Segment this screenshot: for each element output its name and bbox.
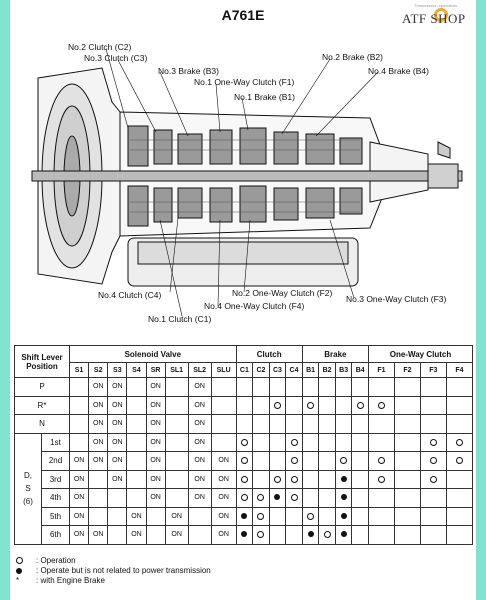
cell-f4 [446, 452, 472, 471]
column-header-s2: S2 [89, 363, 108, 378]
cell-f4 [446, 507, 472, 526]
position-cell: N [15, 415, 70, 434]
column-header-b3: B3 [335, 363, 352, 378]
label-no3-one-way-clutch: No.3 One-Way Clutch (F3) [346, 294, 447, 304]
cell-c2 [253, 415, 270, 434]
cell-b4 [352, 507, 369, 526]
cell-s4 [127, 489, 146, 508]
gear-cell: 1st [42, 433, 70, 452]
cell-sl2: ON [188, 452, 211, 471]
cell-b3 [335, 507, 352, 526]
cell-b1 [302, 489, 319, 508]
cell-s2: ON [89, 433, 108, 452]
cell-sl1 [165, 452, 188, 471]
group-solenoid-valve: Solenoid Valve [70, 346, 237, 363]
cell-f4 [446, 378, 472, 397]
cell-c1 [236, 526, 253, 545]
column-header-row [15, 363, 473, 378]
column-header-f3: F3 [420, 363, 446, 378]
cell-s4 [127, 452, 146, 471]
cell-sl1 [165, 470, 188, 489]
cell-f1 [368, 489, 394, 508]
cell-b2 [319, 415, 336, 434]
operation-ring-icon [274, 476, 281, 483]
logo-tagline: Transmission specialists [414, 3, 458, 8]
cell-slu: ON [211, 507, 236, 526]
cell-b3 [335, 433, 352, 452]
cell-b2 [319, 507, 336, 526]
cell-f2 [394, 433, 420, 452]
cell-slu: ON [211, 452, 236, 471]
cell-sr [146, 507, 165, 526]
cell-b4 [352, 415, 369, 434]
cell-b3 [335, 378, 352, 397]
cell-f3 [420, 507, 446, 526]
cell-slu [211, 378, 236, 397]
cell-c1 [236, 433, 253, 452]
cell-b1 [302, 378, 319, 397]
cell-slu: ON [211, 470, 236, 489]
column-header-b4: B4 [352, 363, 369, 378]
cell-f3 [420, 415, 446, 434]
cell-s1 [70, 415, 89, 434]
cell-sr: ON [146, 415, 165, 434]
cell-s1 [70, 433, 89, 452]
cell-b1 [302, 396, 319, 415]
operation-ring-icon [241, 457, 248, 464]
group-clutch: Clutch [236, 346, 302, 363]
table-corner-header: Shift Lever Position [15, 346, 70, 378]
cell-c3 [269, 396, 286, 415]
cell-f2 [394, 507, 420, 526]
cell-c3 [269, 526, 286, 545]
operation-ring-icon [291, 457, 298, 464]
cell-sl1 [165, 415, 188, 434]
cell-b2 [319, 470, 336, 489]
cell-s4: ON [127, 526, 146, 545]
cell-s3 [108, 526, 127, 545]
table-row [15, 415, 473, 434]
table-row [15, 526, 473, 545]
column-header-c3: C3 [269, 363, 286, 378]
cell-f4 [446, 396, 472, 415]
table-row [15, 396, 473, 415]
cell-f1 [368, 452, 394, 471]
cell-s1: ON [70, 507, 89, 526]
cell-f4 [446, 489, 472, 508]
cell-c4 [286, 507, 303, 526]
cell-b4 [352, 378, 369, 397]
cell-f1 [368, 415, 394, 434]
cell-f3 [420, 526, 446, 545]
cell-c3 [269, 415, 286, 434]
cell-s3: ON [108, 452, 127, 471]
position-cell: P [15, 378, 70, 397]
cell-s3: ON [108, 415, 127, 434]
cell-slu [211, 396, 236, 415]
cell-f1 [368, 433, 394, 452]
cell-f3 [420, 396, 446, 415]
page [10, 0, 476, 600]
cell-s2: ON [89, 415, 108, 434]
cell-b4 [352, 470, 369, 489]
cell-c2 [253, 470, 270, 489]
gear-cell: 4th [42, 489, 70, 508]
diagram-title: A761E [221, 7, 265, 23]
column-header-c4: C4 [286, 363, 303, 378]
cell-c3 [269, 507, 286, 526]
cell-slu [211, 415, 236, 434]
cell-b1 [302, 415, 319, 434]
cell-b3 [335, 489, 352, 508]
cell-s4 [127, 433, 146, 452]
cell-s2: ON [89, 452, 108, 471]
label-no2-one-way-clutch: No.2 One-Way Clutch (F2) [232, 288, 333, 298]
cell-b1 [302, 470, 319, 489]
column-header-c2: C2 [253, 363, 270, 378]
cell-c2 [253, 378, 270, 397]
cell-s3: ON [108, 396, 127, 415]
cell-sl2 [188, 507, 211, 526]
operation-ring-icon [291, 476, 298, 483]
cell-sl1: ON [165, 507, 188, 526]
cell-c4 [286, 470, 303, 489]
operation-ring-icon [430, 439, 437, 446]
cell-c1 [236, 415, 253, 434]
operation-dot-icon [241, 531, 247, 537]
cell-slu: ON [211, 489, 236, 508]
label-no1-one-way-clutch: No.1 One-Way Clutch (F1) [194, 77, 295, 87]
cell-sl2: ON [188, 470, 211, 489]
cell-c3 [269, 470, 286, 489]
cell-f1 [368, 470, 394, 489]
operation-ring-icon [378, 457, 385, 464]
cell-sr: ON [146, 378, 165, 397]
column-header-f2: F2 [394, 363, 420, 378]
label-no4-one-way-clutch: No.4 One-Way Clutch (F4) [204, 301, 305, 311]
column-header-f1: F1 [368, 363, 394, 378]
operation-ring-icon [307, 513, 314, 520]
operation-ring-icon [241, 476, 248, 483]
cell-b4 [352, 396, 369, 415]
cell-c2 [253, 489, 270, 508]
cell-b4 [352, 526, 369, 545]
cell-b1 [302, 526, 319, 545]
cell-slu: ON [211, 526, 236, 545]
cell-b1 [302, 433, 319, 452]
cell-b2 [319, 489, 336, 508]
cell-b3 [335, 415, 352, 434]
operation-ring-icon [357, 402, 364, 409]
cell-c1 [236, 396, 253, 415]
cell-s1: ON [70, 452, 89, 471]
cell-s3: ON [108, 433, 127, 452]
shift-operation-table [14, 345, 473, 545]
cell-f1 [368, 526, 394, 545]
cell-s4: ON [127, 507, 146, 526]
cell-f3 [420, 489, 446, 508]
cell-f2 [394, 470, 420, 489]
cell-b4 [352, 433, 369, 452]
cell-c2 [253, 526, 270, 545]
column-header-s1: S1 [70, 363, 89, 378]
cell-s2: ON [89, 396, 108, 415]
cell-slu [211, 433, 236, 452]
cell-c2 [253, 396, 270, 415]
gear-cell: 2nd [42, 452, 70, 471]
cell-sl2: ON [188, 415, 211, 434]
cell-b2 [319, 452, 336, 471]
operation-dot-icon [308, 531, 314, 537]
operation-ring-icon [241, 494, 248, 501]
cell-c1 [236, 489, 253, 508]
asterisk-icon: * [16, 576, 20, 585]
ring-icon [16, 557, 23, 564]
cell-c4 [286, 526, 303, 545]
operation-ring-icon [378, 402, 385, 409]
cell-s2 [89, 470, 108, 489]
cell-s2: ON [89, 378, 108, 397]
legend-item-engine-brake: * : with Engine Brake [16, 576, 105, 585]
cell-f1 [368, 396, 394, 415]
cell-b4 [352, 452, 369, 471]
operation-ring-icon [274, 402, 281, 409]
cell-f1 [368, 507, 394, 526]
cell-sl1: ON [165, 526, 188, 545]
cell-f2 [394, 526, 420, 545]
cell-c4 [286, 452, 303, 471]
cell-c4 [286, 489, 303, 508]
label-no1-brake: No.1 Brake (B1) [234, 92, 295, 102]
cell-f3 [420, 452, 446, 471]
cell-s4 [127, 378, 146, 397]
position-cell: R* [15, 396, 70, 415]
cell-sl1 [165, 396, 188, 415]
cell-b2 [319, 396, 336, 415]
cell-s4 [127, 415, 146, 434]
cell-b2 [319, 378, 336, 397]
operation-dot-icon [274, 494, 280, 500]
table-row [15, 507, 473, 526]
cell-b3 [335, 526, 352, 545]
cell-c1 [236, 507, 253, 526]
operation-ring-icon [291, 494, 298, 501]
column-header-slu: SLU [211, 363, 236, 378]
column-header-b1: B1 [302, 363, 319, 378]
cell-sl2: ON [188, 396, 211, 415]
cell-f4 [446, 433, 472, 452]
operation-ring-icon [456, 457, 463, 464]
cell-c4 [286, 433, 303, 452]
operation-dot-icon [341, 513, 347, 519]
column-header-b2: B2 [319, 363, 336, 378]
cell-c4 [286, 396, 303, 415]
main-shaft [32, 171, 462, 181]
cell-sl2: ON [188, 433, 211, 452]
cell-f2 [394, 452, 420, 471]
cell-s3 [108, 489, 127, 508]
table-row [15, 433, 473, 452]
group-one-way-clutch: One-Way Clutch [368, 346, 472, 363]
column-header-s4: S4 [127, 363, 146, 378]
legend [16, 556, 211, 586]
operation-ring-icon [291, 439, 298, 446]
cell-b4 [352, 489, 369, 508]
cell-c1 [236, 378, 253, 397]
column-header-sr: SR [146, 363, 165, 378]
table-row [15, 470, 473, 489]
column-header-f4: F4 [446, 363, 472, 378]
cell-f3 [420, 470, 446, 489]
cell-c1 [236, 452, 253, 471]
cell-f3 [420, 378, 446, 397]
cell-f1 [368, 378, 394, 397]
cell-sl1 [165, 378, 188, 397]
cell-sl2: ON [188, 489, 211, 508]
cell-c3 [269, 433, 286, 452]
cell-c1 [236, 470, 253, 489]
cell-s1: ON [70, 489, 89, 508]
cell-sl1 [165, 489, 188, 508]
operation-dot-icon [241, 513, 247, 519]
cell-sl2 [188, 526, 211, 545]
cell-b3 [335, 396, 352, 415]
label-no4-brake: No.4 Brake (B4) [368, 66, 429, 76]
cell-f2 [394, 378, 420, 397]
cell-f4 [446, 415, 472, 434]
cell-s2 [89, 507, 108, 526]
label-no1-clutch: No.1 Clutch (C1) [148, 314, 212, 324]
cell-f4 [446, 470, 472, 489]
cell-f3 [420, 433, 446, 452]
cell-c4 [286, 378, 303, 397]
legend-item-operation: : Operation [16, 556, 211, 566]
cell-s1 [70, 378, 89, 397]
cell-sr: ON [146, 489, 165, 508]
operation-ring-icon [257, 494, 264, 501]
cell-sr [146, 526, 165, 545]
operation-dot-icon [341, 494, 347, 500]
operation-ring-icon [257, 531, 264, 538]
dot-icon [16, 568, 22, 574]
cell-sr: ON [146, 433, 165, 452]
cell-b3 [335, 452, 352, 471]
cell-sl2: ON [188, 378, 211, 397]
cell-s2 [89, 489, 108, 508]
operation-ring-icon [340, 457, 347, 464]
cell-s3 [108, 507, 127, 526]
cell-b1 [302, 507, 319, 526]
cell-b1 [302, 452, 319, 471]
operation-ring-icon [456, 439, 463, 446]
gear-cell: 3rd [42, 470, 70, 489]
cell-s1 [70, 396, 89, 415]
label-no2-clutch: No.2 Clutch (C2) [68, 42, 132, 52]
label-no2-brake: No.2 Brake (B2) [322, 52, 383, 62]
gear-cell: 5th [42, 507, 70, 526]
cell-s1: ON [70, 526, 89, 545]
label-no3-clutch: No.3 Clutch (C3) [84, 53, 148, 63]
cell-sr: ON [146, 396, 165, 415]
label-no4-clutch: No.4 Clutch (C4) [98, 290, 162, 300]
cell-s4 [127, 396, 146, 415]
drive-range-label: D, S (6) [15, 433, 42, 544]
cell-b3 [335, 470, 352, 489]
cell-f2 [394, 415, 420, 434]
cell-c3 [269, 452, 286, 471]
cell-sl1 [165, 433, 188, 452]
cell-sr: ON [146, 470, 165, 489]
column-header-sl2: SL2 [188, 363, 211, 378]
operation-ring-icon [324, 531, 331, 538]
cell-c2 [253, 452, 270, 471]
cell-c2 [253, 507, 270, 526]
label-no3-brake: No.3 Brake (B3) [158, 66, 219, 76]
cell-s3: ON [108, 378, 127, 397]
gear-cell: 6th [42, 526, 70, 545]
cell-b2 [319, 433, 336, 452]
cell-sr: ON [146, 452, 165, 471]
logo-text: ATF SHOP [402, 11, 466, 26]
cell-f4 [446, 526, 472, 545]
cell-f2 [394, 396, 420, 415]
cell-s1: ON [70, 470, 89, 489]
table-row [15, 378, 473, 397]
group-brake: Brake [302, 346, 368, 363]
cell-c4 [286, 415, 303, 434]
operation-ring-icon [257, 513, 264, 520]
cell-c3 [269, 378, 286, 397]
column-header-sl1: SL1 [165, 363, 188, 378]
operation-dot-icon [341, 476, 347, 482]
cell-f2 [394, 489, 420, 508]
operation-ring-icon [307, 402, 314, 409]
cell-c2 [253, 433, 270, 452]
cell-s2: ON [89, 526, 108, 545]
cell-s4 [127, 470, 146, 489]
operation-ring-icon [378, 476, 385, 483]
operation-dot-icon [341, 531, 347, 537]
cell-s3: ON [108, 470, 127, 489]
operation-ring-icon [241, 439, 248, 446]
column-header-s3: S3 [108, 363, 127, 378]
table-row [15, 489, 473, 508]
operation-ring-icon [430, 457, 437, 464]
cell-c3 [269, 489, 286, 508]
operation-ring-icon [430, 476, 437, 483]
legend-item-operate-not-related: : Operate but is not related to power transmission [16, 566, 211, 576]
column-header-c1: C1 [236, 363, 253, 378]
table-row [15, 452, 473, 471]
cell-b2 [319, 526, 336, 545]
